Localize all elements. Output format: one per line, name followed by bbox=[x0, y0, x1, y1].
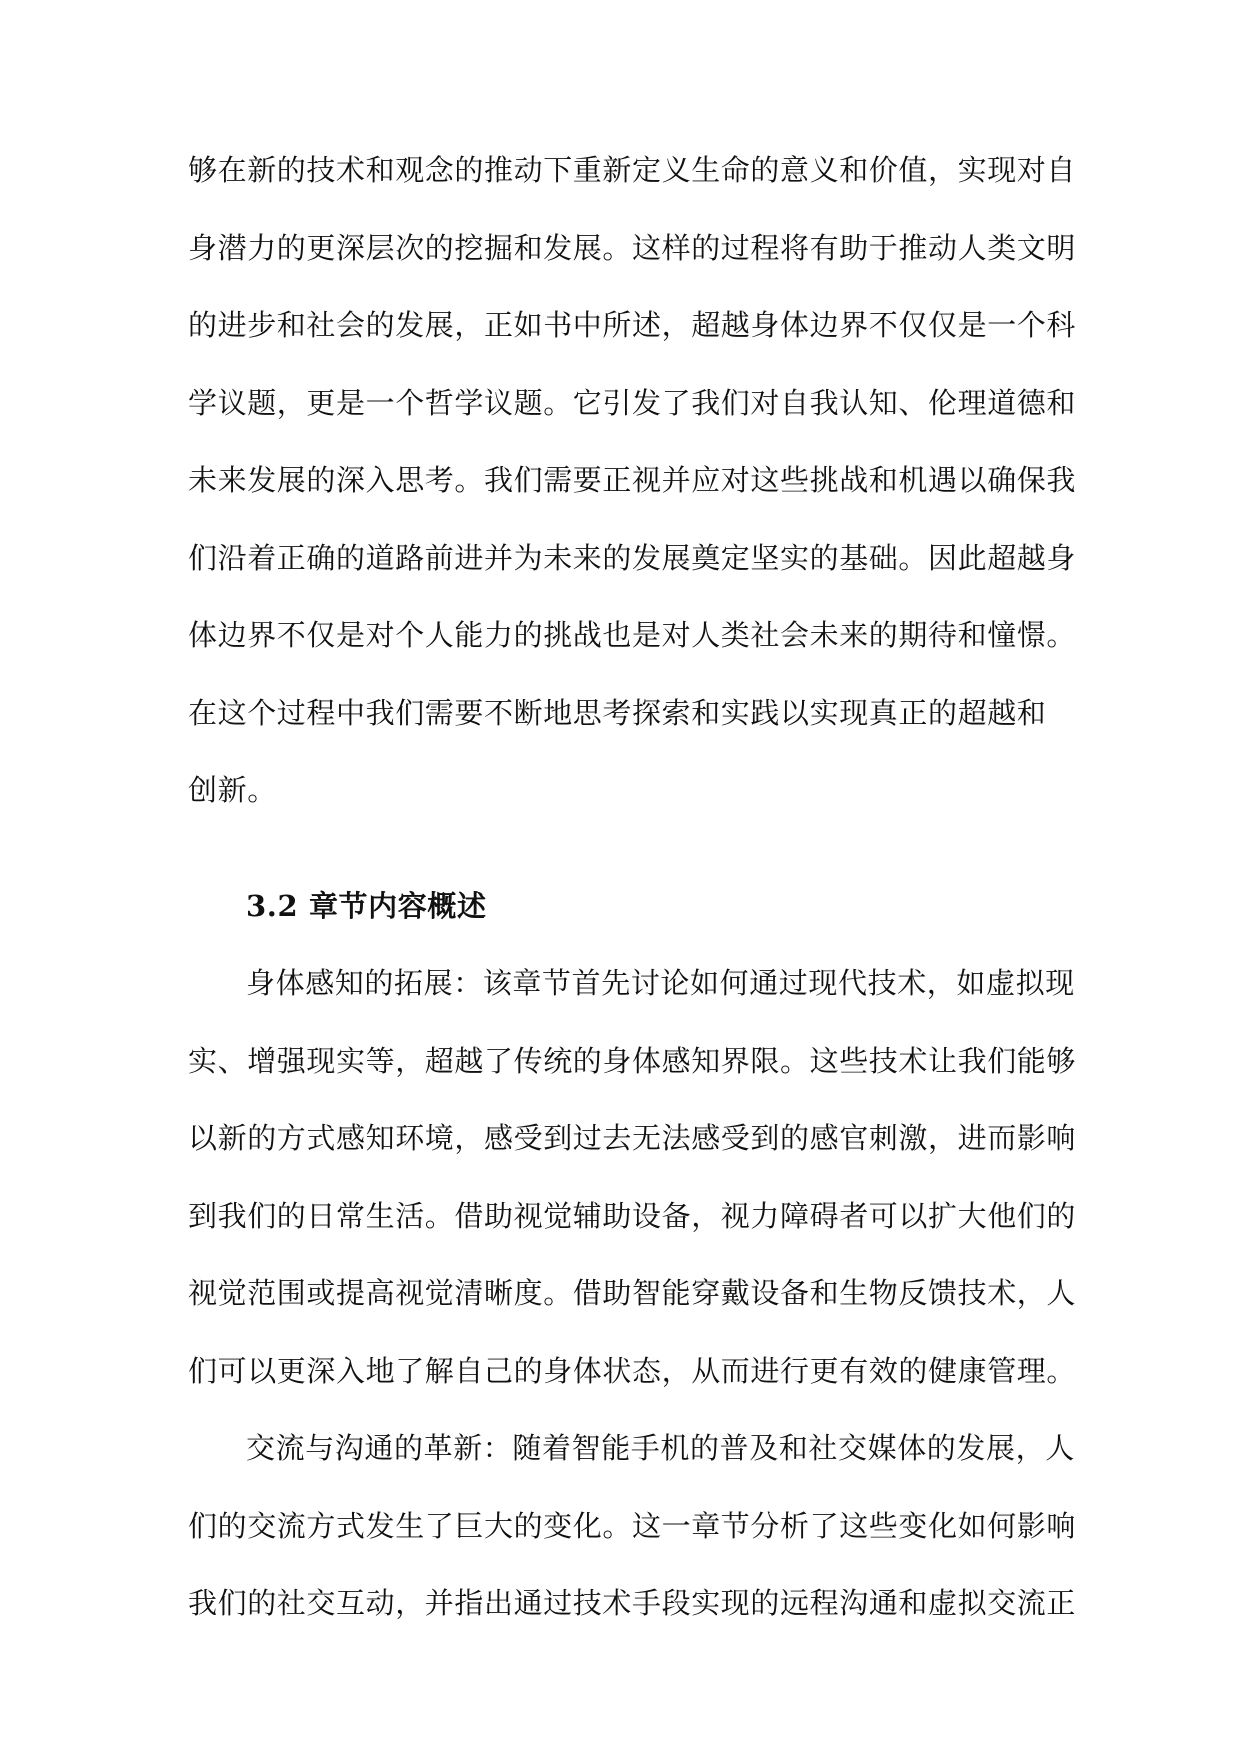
text-line: 够在新的技术和观念的推动下重新定义生命的意义和价值，实现对自 bbox=[188, 153, 1077, 187]
text-line: 我们的社交互动，并指出通过技术手段实现的远程沟通和虚拟交流正 bbox=[188, 1586, 1077, 1620]
text-line: 创新。 bbox=[188, 773, 277, 807]
text-line: 学议题，更是一个哲学议题。它引发了我们对自我认知、伦理道德和 bbox=[188, 385, 1077, 420]
text-line: 视觉范围或提高视觉清晰度。借助智能穿戴设备和生物反馈技术，人 bbox=[188, 1276, 1077, 1310]
text-line: 以新的方式感知环境，感受到过去无法感受到的感官刺激，进而影响 bbox=[188, 1121, 1077, 1155]
section-spacer bbox=[188, 848, 1054, 886]
paragraph-body-perception bbox=[188, 963, 1077, 1428]
paragraph-communication bbox=[188, 1428, 1077, 1661]
text-line: 的进步和社会的发展，正如书中所述，超越身体边界不仅仅是一个科 bbox=[188, 308, 1077, 342]
text-line: 体边界不仅是对个人能力的挑战也是对人类社会未来的期待和憧憬。 bbox=[188, 618, 1077, 652]
text-line: 在这个过程中我们需要不断地思考探索和实践以实现真正的超越和 bbox=[188, 695, 1047, 730]
text-line: 到我们的日常生活。借助视觉辅助设备，视力障碍者可以扩大他们的 bbox=[188, 1198, 1077, 1233]
text-line: 交流与沟通的革新：随着智能手机的普及和社交媒体的发展，人 bbox=[246, 1431, 1075, 1465]
paragraph-continuation bbox=[188, 150, 1077, 848]
text-line: 们沿着正确的道路前进并为未来的发展奠定坚实的基础。因此超越身 bbox=[188, 540, 1077, 575]
text-line: 未来发展的深入思考。我们需要正视并应对这些挑战和机遇以确保我 bbox=[188, 463, 1077, 497]
text-line: 身潜力的更深层次的挖掘和发展。这样的过程将有助于推动人类文明 bbox=[188, 230, 1077, 265]
document-body bbox=[188, 150, 1077, 1661]
text-line: 身体感知的拓展：该章节首先讨论如何通过现代技术，如虚拟现 bbox=[246, 966, 1075, 1000]
text-line: 实、增强现实等，超越了传统的身体感知界限。这些技术让我们能够 bbox=[188, 1043, 1077, 1078]
text-line: 们的交流方式发生了巨大的变化。这一章节分析了这些变化如何影响 bbox=[188, 1508, 1077, 1543]
section-heading: 3.2 章节内容概述 bbox=[246, 888, 487, 923]
text-line: 们可以更深入地了解自己的身体状态，从而进行更有效的健康管理。 bbox=[188, 1353, 1077, 1388]
